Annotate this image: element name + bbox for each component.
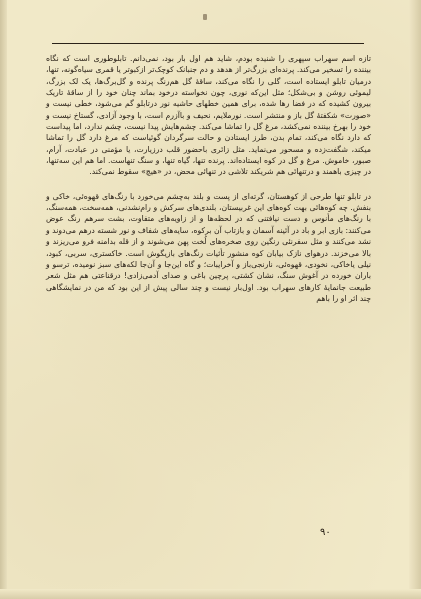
page-number: ۹۰ xyxy=(320,527,331,538)
header-rule xyxy=(52,43,364,44)
body-text xyxy=(46,53,371,304)
page-bottom-edge xyxy=(0,589,421,599)
page-right-edge xyxy=(409,0,421,599)
page-left-edge xyxy=(0,0,7,599)
paragraph: تازه اسم سهراب سپهری را شنیده بودم، شاید هم اول بار بود، نمی‌دانم. تابلوطوری است که نگاه بیننده را تسخیر می‌کند. پرنده‌ای بزرگ‌تر از هدهد و دم جنبانک کوچک‌تر ازکبوتر یا قمری سیاه‌گونه، تنها، درمیان تابلو ایستاده است، گلی را نگاه می‌کند، ساقهٔ گل هم‌رنگ پرنده و گل‌برگ‌ها، یک لک بزرگ، لیموئی روشن و بی‌شکل؛ مثل این‌که نوری، چون نخواسته درخود بماند چنان خود را از ساقهٔ تاریک بیرون کشیده که در فضا رها شده، برای همین خطهای حاشیه نور درتابلو گم می‌شود، خطی نیست و «صورت» شکفتهٔ گل باز و منتشر است. نورملایم، نحیف و باآزرم است، با وجود آزادی، گستاخ نیست و خود را بهرخ بیننده نمی‌کشد، مرغ گل را تماشا می‌کند. چشم‌هایش پیدا نیست، چشم ندارد، اما پیداست که دارد نگاه می‌کند، تمام بدن، طرز ایستادن و حالت سرگردان گوئیاست که مرغ دارد گل را تماشا میکند، شگفت‌زده و مسحور می‌نماید. مثل زائری باحضور قلب درزیارت، یا مؤمنی در عبادت، آرام، صبور، خاموش. مرغ و گل در کوه ایستاده‌اند. پرنده تنها، گیاه تنها، و سنگ تنهاست. اما هم این سه‌تنها، در چیزی باهمند و درتنهائی هم شریکند تلاشی در تنهائی محض، در «هیچ» سقوط نمی‌کند. xyxy=(46,54,371,177)
top-mark xyxy=(203,14,207,20)
paragraph: در تابلو تنها طرحی از کوهستان، گرته‌ای از پست و بلند به‌چشم می‌خورد با رنگ‌های قهوه‌ئی، خاکی و بنفش. چه کوه‌هائی‌ بهت کوه‌های این غربیستان، بلندی‌های سرکش و رام‌نشدنی، همه‌سخت، همه‌سنگ، با رنگ‌های مأنوس و دست نیافتنی که در لحظه‌ها و از زاویه‌های متفاوت، بشت سرهم رنگ عوض می‌کنند: بازی ابر و باد در آئینه آسمان و بازتاب آن برکوه، سایه‌های شفاف و نور شسته درهم می‌دوند و نشد می‌کنند و مثل سفرنئی رنگین روی صخره‌های لُخت پهن می‌شوند و از قله بدامنه فرو می‌ریزند و بالا می‌خزند. درهوای نازک بیابان کوه منشور تأثیات رنگ‌های بازیگوش است. خاکستری، سربی، کبود، نیلی یاخاکی، نخودی، قهوه‌ئی، نارنجی‌باز و آخرایبات؛ و گاه این‌جا و آن‌جا لکه‌های سبز نومیده، ترسو و باران خورده در آغوش سنگ، نشان کشتی، پرچین باغی و صدای آدمی‌زادی! درقناعتی هم مثل شعر طبیعت جانمایهٔ کارهای سهراب بود. اول‌بار نیست و چند سالی پیش از این بود که من در نمایشگاهی چند اثر او را باهم xyxy=(46,191,371,303)
